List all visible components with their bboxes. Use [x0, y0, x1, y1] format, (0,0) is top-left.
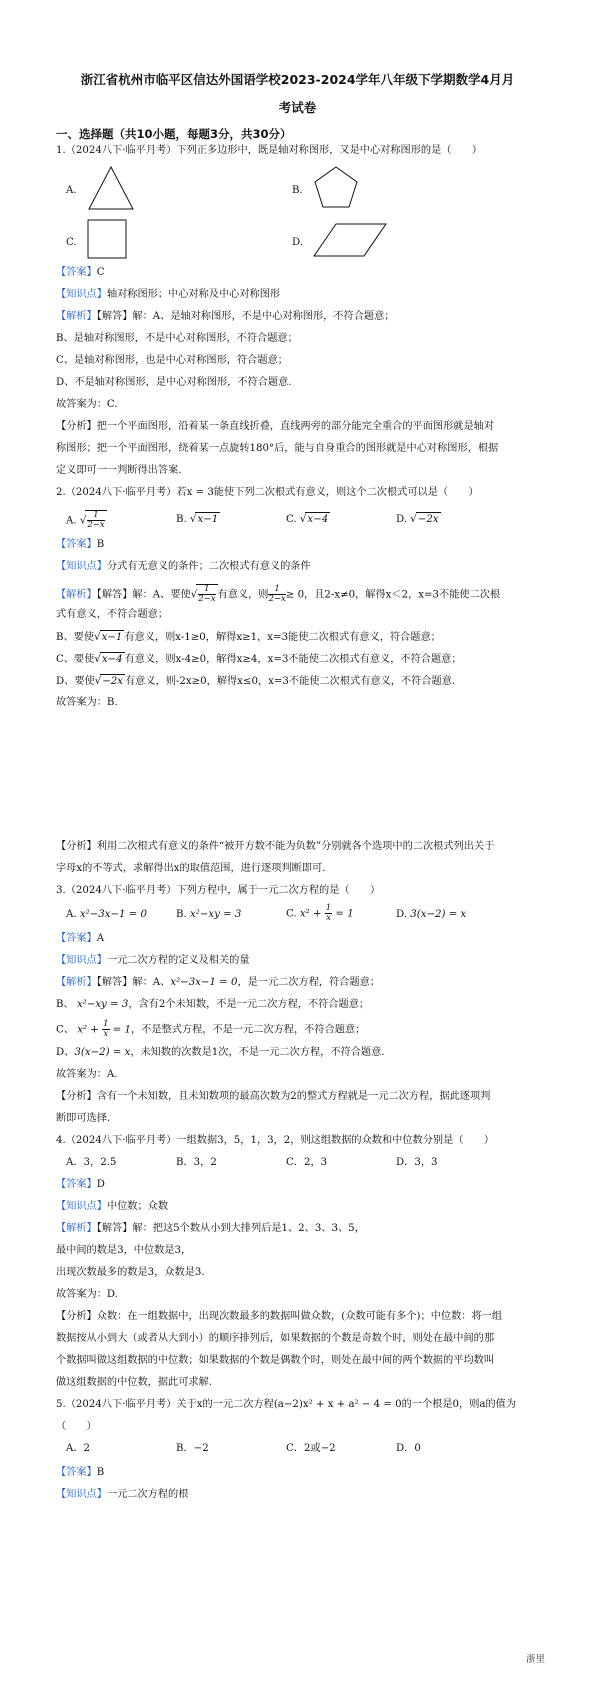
q1-stem: 1.（2024八下·临平月考）下列正多边形中，既是轴对称图形，又是中心对称图形的是（ ）: [56, 145, 483, 156]
q3-option-b: [176, 908, 241, 922]
q5-option-d: D．0: [396, 1443, 421, 1454]
q3-an1a: 【解答】解：A、: [96, 977, 171, 988]
explain-tag: 【分析】: [56, 1091, 97, 1102]
q4-stem: 4.（2024八下·临平月考）一组数据3，5，1，3，2，则这组数据的众数和中位数分别是（ ）: [56, 1135, 495, 1146]
q2-analysis-3: B、要使√x−1 有意义，则x-1≥0，解得x≥1，x=3能使二次根式有意义，符合题意；: [56, 632, 441, 643]
q5-stem-2: （ ）: [56, 1421, 97, 1432]
q2-fx1: 利用二次根式有意义的条件“被开方数不能为负数”分别就各个选项中的二次根式列出关于: [96, 841, 495, 852]
q4-an1: 【解答】解：把这5个数从小到大排列后是1、2、3、3、5，: [96, 1223, 365, 1234]
q2-an5b: 有意义，则-2x≥0，解得x≤0，x=3不能使二次根式有意义，不符合题意.: [125, 676, 456, 687]
q1-knowledge-point: [56, 288, 541, 302]
q4-answer-value: D: [96, 1179, 105, 1190]
q4-analysis-4: 故答案为：D.: [56, 1289, 118, 1300]
q4-analysis-1: [56, 1222, 541, 1236]
square-figure: [86, 218, 130, 262]
answer-tag: 【答案】: [56, 267, 97, 278]
q2-analysis-2: 式有意义，不符合题意；: [56, 609, 169, 620]
q4-explain-1: [56, 1310, 541, 1324]
q4-explain-2: 数据按从小到大（或者从大到小）的顺序排列后，如果数据的个数是奇数个时，则处在最中间的那: [56, 1333, 495, 1344]
q4-explain-4: 做这组数据的中位数，据此可求解.: [56, 1377, 213, 1388]
q2-an1b: 有意义，则: [217, 589, 269, 601]
q5-stem: 5.（2024八下·临平月考）关于x的一元二次方程(a−2)x² + x + a² − 4 = 0的一个根是0，则a的值为: [56, 1399, 517, 1410]
answer-tag: 【答案】: [56, 1179, 97, 1190]
pentagon-figure: [312, 164, 360, 210]
q2-d-radicand: −2x: [417, 514, 439, 525]
q1-option-a-label: A.: [66, 185, 77, 196]
q3-stem: 3.（2024八下·临平月考）下列方程中，属于一元二次方程的是（ ）: [56, 885, 381, 896]
q4-option-c: C．2，3: [286, 1157, 328, 1168]
q5-knowledge-point: [56, 1488, 541, 1502]
q4-answer: [56, 1178, 541, 1192]
q3-an2b: x²−xy = 3: [76, 999, 129, 1010]
q2-c-radicand: x−4: [307, 514, 329, 525]
q3-explain-1: [56, 1090, 541, 1104]
q3-an3a: C、: [56, 1024, 74, 1036]
frac-den: 2−x: [198, 594, 216, 604]
explain-tag: 【分析】: [56, 1311, 97, 1322]
q5-option-b: B．−2: [176, 1443, 209, 1454]
q1-explain-3: 定义即可一一判断得出答案.: [56, 465, 182, 476]
frac-num: 1: [198, 585, 215, 595]
q2-answer-value: B: [96, 539, 105, 550]
knowledge-tag: 【知识点】: [56, 1489, 107, 1500]
radicand: −2x: [102, 676, 123, 687]
q4-analysis-2: 最中间的数是3，中位数是3，: [56, 1245, 192, 1256]
q5-answer-value: B: [96, 1467, 105, 1478]
q3-c-pre: x² +: [77, 1024, 103, 1036]
q1-answer-value: C: [96, 267, 105, 278]
q3-answer: [56, 932, 541, 946]
q2-an3a: B、要使: [56, 632, 95, 643]
q1-option-c-label: C.: [66, 237, 77, 248]
q3-an2a: B、: [56, 999, 74, 1010]
q1-analysis-1: [56, 310, 541, 324]
q1-analysis-3: C、是轴对称图形，也是中心对称图形，符合题意；: [56, 355, 288, 366]
q3-a-eq: x²−3x−1 = 0: [79, 909, 147, 920]
frac-den: 2−x: [268, 594, 286, 604]
q3-analysis-1: [56, 976, 541, 990]
q1-answer: [56, 266, 541, 280]
analysis-tag: 【解析】: [56, 589, 97, 601]
q1-explain-1: [56, 420, 541, 434]
q4-kp-text: 中位数；众数: [106, 1201, 169, 1212]
q3-option-a-label: A.: [66, 909, 77, 920]
knowledge-tag: 【知识点】: [56, 955, 107, 966]
q1-fx1-text: 把一个平面图形，沿着某一条直线折叠，直线两旁的部分能完全重合的平面图形就是轴对: [96, 421, 495, 432]
q2-kp-text: 分式有无意义的条件；二次根式有意义的条件: [106, 561, 311, 572]
page-footer: 浙里: [525, 1654, 545, 1665]
q4-option-b: B．3，2: [176, 1157, 217, 1168]
q3-fx1: 含有一个未知数，且未知数项的最高次数为2的整式方程就是一元二次方程，据此逐项判: [96, 1091, 491, 1102]
q1-analysis-5: 故答案为：C.: [56, 399, 118, 410]
q5-kp-text: 一元二次方程的根: [106, 1489, 189, 1500]
exam-title-line1: 浙江省杭州市临平区信达外国语学校2023-2024学年八年级下学期数学4月月: [80, 72, 515, 87]
q1-analysis-2: B、是轴对称图形，不是中心对称图形，不符合题意；: [56, 333, 298, 344]
q4-analysis-3: 出现次数最多的数是3，众数是3.: [56, 1267, 205, 1278]
q3-c-post: = 1: [109, 1024, 131, 1036]
q2-analysis-6: 故答案为：B.: [56, 697, 118, 708]
q3-d-eq: 3(x−2) = x: [410, 909, 467, 920]
q5-option-a: A．2: [66, 1443, 91, 1454]
analysis-tag: 【解析】: [56, 1223, 97, 1234]
q3-option-d: [396, 908, 466, 922]
q2-option-c: C. √x−4: [286, 514, 329, 525]
q1-explain-2: 称图形；把一个平面图形，绕着某一点旋转180°后，能与自身重合的图形就是中心对称图形，根据: [56, 443, 499, 454]
triangle-figure: [86, 164, 136, 212]
q2-stem: 2.（2024八下·临平月考）若x = 3能使下列二次根式有意义，则这个二次根式可以是（ ）: [56, 487, 479, 498]
q4-fx1: 众数：在一组数据中，出现次数最多的数据叫做众数，(众数可能有多个)；中位数：将一组: [96, 1311, 503, 1322]
q3-b-eq: x²−xy = 3: [189, 909, 242, 920]
frac-num: 1: [268, 585, 285, 595]
q2-option-b-label: B.: [176, 514, 187, 525]
q2-an5a: D、要使: [56, 676, 95, 687]
q4-option-d: D．3，3: [396, 1157, 438, 1168]
q3-an4c: ，未知数的次数是1次，不是一元二次方程，不符合题意.: [130, 1047, 385, 1058]
q3-option-a: [66, 908, 147, 922]
q3-an1b: x²−3x−1 = 0: [170, 977, 238, 988]
q3-analysis-3: C、 x² + $\frac{1}{x}$ = 1，不是整式方程，不是一元二次方程，不符合题意；: [56, 1019, 366, 1039]
q3-analysis-5: 故答案为：A.: [56, 1069, 118, 1080]
q1-kp-text: 轴对称图形；中心对称及中心对称图形: [106, 289, 281, 300]
q2-option-d: D. √−2x: [396, 514, 439, 525]
q3-an4b: 3(x−2) = x: [74, 1047, 131, 1058]
q1-analysis-4: D、不是轴对称图形，是中心对称图形，不符合题意.: [56, 377, 292, 388]
q2-analysis-5: D、要使√−2x 有意义，则-2x≥0，解得x≤0，x=3不能使二次根式有意义，不符合题意.: [56, 676, 456, 687]
q3-analysis-2: [56, 998, 541, 1012]
q2-a-denominator: 2−x: [87, 520, 105, 530]
q2-an3b: 有意义，则x-1≥0，解得x≥1，x=3能使二次根式有意义，符合题意；: [124, 632, 441, 643]
q2-an4b: 有意义，则x-4≥0，解得x≥4，x=3不能使二次根式有意义，不符合题意；: [124, 654, 462, 665]
knowledge-tag: 【知识点】: [56, 1201, 107, 1212]
answer-tag: 【答案】: [56, 539, 97, 550]
q3-option-d-label: D.: [396, 909, 408, 920]
q3-option-c: C. x² + $\frac{1}{x}$ = 1: [286, 903, 354, 923]
q3-option-b-label: B.: [176, 909, 187, 920]
q3-answer-value: A: [96, 933, 105, 944]
q3-kp-text: 一元二次方程的定义及相关的量: [106, 955, 250, 966]
knowledge-tag: 【知识点】: [56, 561, 107, 572]
q5-answer: [56, 1466, 541, 1480]
q2-a-numerator: 1: [87, 511, 104, 521]
q3-c-post: = 1: [332, 908, 354, 920]
q2-option-a-label: A.: [66, 515, 77, 527]
q2-answer: [56, 538, 541, 552]
q2-analysis-1: 【解析】【解答】解：A、要使√ $\frac{1}{2-x}$ 有意义，则 $\frac{1}{2-x}$ ≥ 0，且2-x≠0，解得x＜2，x=3不能使二次根: [56, 584, 501, 604]
q2-analysis-4: C、要使√x−4 有意义，则x-4≥0，解得x≥4，x=3不能使二次根式有意义，不符合题意；: [56, 654, 462, 665]
analysis-tag: 【解析】: [56, 311, 97, 322]
exam-title-line2: 考试卷: [278, 100, 317, 115]
q2-explain-1: [56, 840, 541, 854]
q2-knowledge-point: [56, 560, 541, 574]
q3-an4a: D、: [56, 1047, 75, 1058]
q2-b-radicand: x−1: [197, 514, 219, 525]
q4-knowledge-point: [56, 1200, 541, 1214]
q2-an1a: 【解答】解：A、要使: [96, 589, 191, 601]
explain-tag: 【分析】: [56, 841, 97, 852]
q3-c-pre: x² +: [299, 908, 325, 920]
q1-option-b-label: B.: [292, 185, 303, 196]
q3-option-c-label: C.: [286, 908, 297, 920]
q3-an2c: ，含有2个未知数，不是一元二次方程，不符合题意；: [128, 999, 370, 1010]
radicand: x−4: [101, 654, 123, 665]
q1-option-d-label: D.: [292, 237, 304, 248]
q2-an1c: ≥ 0，且2-x≠0，解得x＜2，x=3不能使二次根: [285, 589, 501, 601]
q3-knowledge-point: [56, 954, 541, 968]
q2-option-b: B. √x−1: [176, 514, 219, 525]
q2-option-a: A. √ $\frac{1}{2-x}$: [66, 510, 105, 530]
radicand: x−1: [101, 632, 123, 643]
q3-an3c: ，不是整式方程，不是一元二次方程，不符合题意；: [131, 1024, 366, 1036]
q2-option-c-label: C.: [286, 514, 297, 525]
section-heading: 一、选择题（共10小题，每题3分，共30分）: [56, 127, 292, 141]
q2-explain-2: 字母x的不等式，求解得出x的取值范围，进行逐项判断即可.: [56, 863, 326, 874]
q1-an1-text: 【解答】解：A、是轴对称图形，不是中心对称图形，不符合题意；: [96, 311, 395, 322]
answer-tag: 【答案】: [56, 933, 97, 944]
q2-an4a: C、要使: [56, 654, 95, 665]
knowledge-tag: 【知识点】: [56, 289, 107, 300]
q4-option-a: A．3，2.5: [66, 1157, 117, 1168]
q4-explain-3: 个数据叫做这组数据的中位数；如果数据的个数是偶数个时，则处在最中间的两个数据的平均数叫: [56, 1355, 495, 1366]
analysis-tag: 【解析】: [56, 977, 97, 988]
explain-tag: 【分析】: [56, 421, 97, 432]
answer-tag: 【答案】: [56, 1467, 97, 1478]
q2-option-d-label: D.: [396, 514, 408, 525]
q3-an1c: ，是一元二次方程，符合题意；: [237, 977, 381, 988]
parallelogram-figure: [312, 222, 388, 258]
q3-analysis-4: [56, 1046, 541, 1060]
q3-explain-2: 断即可选择.: [56, 1113, 111, 1124]
q5-option-c: C．2或−2: [286, 1443, 336, 1454]
